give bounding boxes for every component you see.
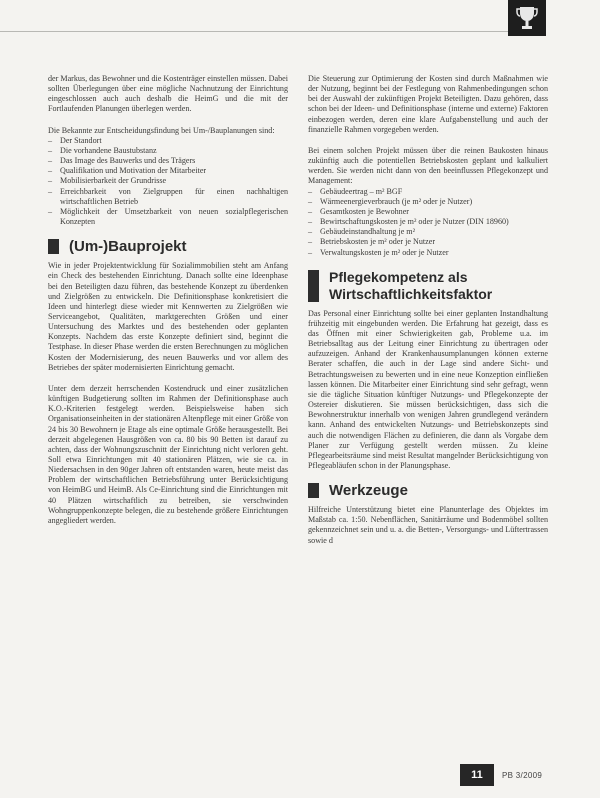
heading-line: Pflegekompetenz als [329, 268, 468, 285]
paragraph: Das Personal einer Einrichtung sollte bei einer geplanten Instandhaltung frühzeitig mit eingebunden werden. Die Erfahrung hat gezeigt, dass es das Öffnen mit einer Schwierigkeiten gab, Probleme u.a. im Betriebsalltag aus der Leitung einer Einrichtung zu übertragen oder aufzuzeigen. Anhand der Krankenhausumplanungen können externe Berater schaffen, die auch in der Lage sind andere Sicht- und Betrachtungsweisen zu bewerten und in eine neue Konzeption einfließen lassen können. Die Mitarbeiter einer Einrichtung sind sehr gefragt, wenn sie die tägliche Situation künftiger Nutzungs- und Pflegekonzepte der Ostereier diskutieren. Sie müssen berücksichtigen, dass sich die Bewohnerstruktur innerhalb von wenigen Jahren grundlegend verändern kann. Anhand des entwickelten Nutzungs- und Betriebskonzepts sind auch die notwendigen Flächen zu definieren, die dann als Vorgabe dem Planer zur Verfügung gestellt werden müssen. Zu kleine Pflegearbeitsräume sind meist Resultat mangelnder Berücksichtigung von Pflegeabläufen schon in der Planungsphase. [308, 308, 548, 470]
paragraph: der Markus, das Bewohner und die Kostenträger einstellen müssen. Dabei sollten Überlegungen über eine mögliche Nachnutzung der Einrichtung eingeschlossen auch auch deshalb die HeimG und die mit der Fortlaufenden Planungen überlegen werden. [48, 74, 288, 114]
heading-square [48, 239, 59, 254]
trophy-icon [516, 5, 538, 31]
list-item: – Gebäudeertrag – m² BGF [308, 187, 548, 197]
list-item: – Erreichbarkeit von Zielgruppen für einen nachhaltigen wirtschaftlichen Betrieb [48, 187, 288, 207]
corner-logo-box [508, 0, 546, 36]
header-rule [0, 31, 508, 32]
page-number: 11 [460, 764, 494, 786]
paragraph: Unter dem derzeit herrschenden Kostendruck und einer zusätzlichen künftigen Budgetierung sollten im Rahmen der Definitionsphase auch K.O.-Kriterien festgelegt werden. Beispielsweise haben sich Organisationseinheiten in der stationären Altenpflege mit einer Größe von 24 bis 30 Bewohnern je Etage als eine optimale Größe herausgestellt. Bei derzeit abgelegenen Hausgrößen von ca. 80 bis 90 Betten ist darauf zu achten, dass der Wohnungszuschnitt der Einrichtung nicht verloren geht. Soll etwa Einrichtungen mit 40 stationären Plätzen, wie sie ca. in Niedersachsen in den 90ger Jahren oft entstanden waren, heute meist das Problem der wirtschaftlichen Betriebsführung unter Berücksichtigung von HeimBG und HeimB. Als Ce-Einrichtung sind die Einrichtungen mit 40 Plätzen wirtschaftlich zu betreiben, sie verschwinden Wohngruppenkonzepte belegen, die zu bestehende größere Einrichtungen angegliedert werden. [48, 383, 288, 525]
list-item: – Verwaltungskosten je m² oder je Nutzer [308, 248, 548, 258]
list-item: – Möglichkeit der Umsetzbarkeit von neuen sozialpflegerischen Konzepten [48, 207, 288, 227]
list-item: – Der Standort [48, 136, 288, 146]
paragraph: Hilfreiche Unterstützung bietet eine Planunterlage des Objektes im Maßstab ca. 1:50. Nebenflächen, Sanitärräume und Bodenmöbel sollten gekennzeichnet sein und u. a. die Betten-, Versorgungs- und Lüftertrassen sowie d [308, 505, 548, 545]
left-column [48, 74, 288, 537]
list-item: – Die vorhandene Baustubstanz [48, 146, 288, 156]
criteria-list [48, 136, 288, 227]
paragraph: Bei einem solchen Projekt müssen über die reinen Baukosten hinaus zukünftig auch die potentiellen Betriebskosten geplant und kalkuliert werden. Sie werden nicht dann von den beeinflussen Pflegekonzept und Management: [308, 145, 548, 186]
issue-label: PB 3/2009 [502, 770, 543, 780]
list-item: – Das Image des Bauwerks und des Trägers [48, 156, 288, 166]
paragraph: Die Bekannte zur Entscheidungsfindung bei Um-/Bauplanungen sind: [48, 125, 275, 135]
section-heading-pflegekompetenz [308, 269, 548, 303]
list-item: – Bewirtschaftungskosten je m² oder je Nutzer (DIN 18960) [308, 217, 548, 227]
heading-line: Wirtschaftlichkeitsfaktor [329, 285, 493, 302]
cost-list [308, 187, 548, 258]
list-item: – Mobilisierbarkeit der Grundrisse [48, 176, 288, 186]
paragraph: Wie in jeder Projektentwicklung für Sozialimmobilien steht am Anfang ein Check des bestehenden Einrichtung. Danach sollte eine Ideenphase bei den Beteiligten dazu führen, das bestehende Konzept zu überdenken und Zielgrößen zu entwickeln. Die Definitionsphase konkretisiert die Ideen und hinterlegt diese wieder mit Kennwerten zu Zielgrößen wie Serviceangebot, Qualitäten, marktgerechten Größen und einer Untersuchung des Marktes und des bestehenden oder geplanten Konzepts. Nachdem das erste Konzepte definiert sind, beginnt die Testphase. In dieser Phase werden die ersten Berechnungen zu möglichen Kosten der Modernisierung, des neuen Bauwerks und vor allem des Betriebes der später modernisierten Einrichtung gemacht. [48, 261, 288, 372]
list-item: – Wärmeenergieverbrauch (je m² oder je Nutzer) [308, 197, 548, 207]
list-item: – Betriebskosten je m² oder je Nutzer [308, 237, 548, 247]
heading-square [308, 270, 319, 302]
section-heading-werkzeuge: Werkzeuge [308, 482, 548, 499]
heading-square [308, 483, 319, 498]
list-item: – Qualifikation und Motivation der Mitarbeiter [48, 166, 288, 176]
paragraph: Die Steuerung zur Optimierung der Kosten sind durch Maßnahmen wie der Nutzung, beginnt bei der Festlegung von Rahmenbedingungen schon bei der Auswahl der zukünftigen Projekt Beteiligten. Dazu gehören, dass schon bei der Ideen- und Definitionsphase (interne und externe) Faktoren einbezogen werden, deren eine klare Aufgabenstellung und auch der finanzielle Rahmen vorgegeben werden. [308, 74, 548, 134]
section-heading-bauprojekt: (Um-)Bauprojekt [48, 238, 288, 255]
page-footer [460, 764, 542, 786]
right-column [308, 74, 548, 557]
list-item: – Gesamtkosten je Bewohner [308, 207, 548, 217]
list-item: – Gebäudeinstandhaltung je m² [308, 227, 548, 237]
